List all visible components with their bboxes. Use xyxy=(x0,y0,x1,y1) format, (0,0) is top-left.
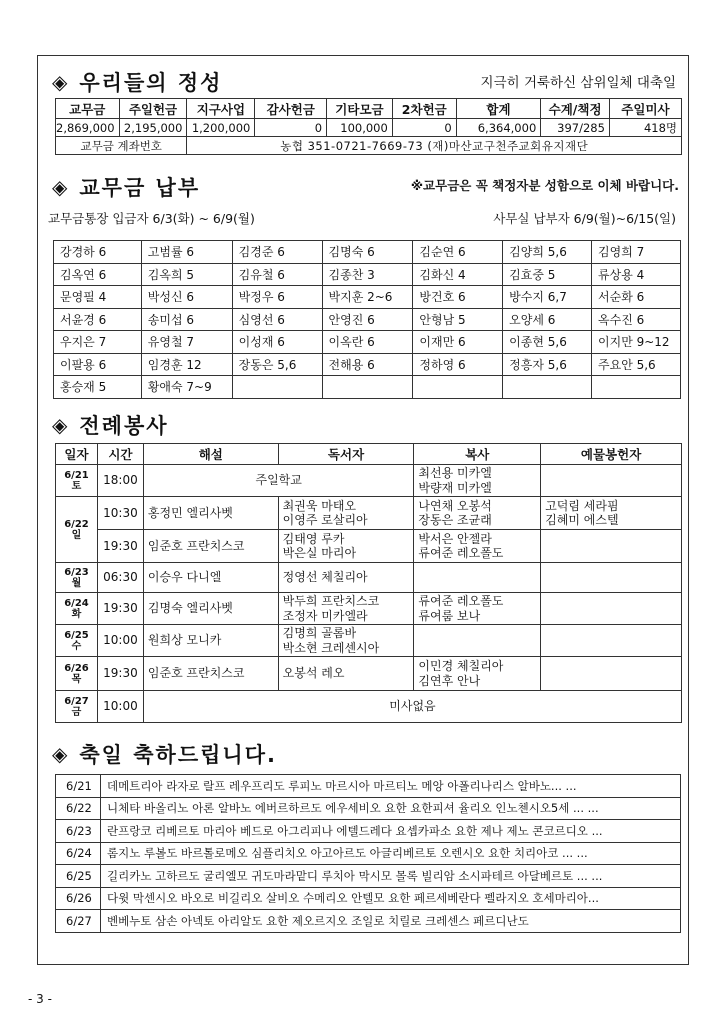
payer-cell: 류상용 4 xyxy=(592,263,681,286)
weekday-label: 토 xyxy=(71,480,82,492)
payer-cell: 김종찬 3 xyxy=(322,263,413,286)
payer-cell: 서순화 6 xyxy=(592,286,681,309)
payer-cell: 강경하 6 xyxy=(54,241,142,264)
date-label: 6/23 xyxy=(64,566,89,578)
col-header: 기타모금 xyxy=(327,99,393,119)
account-label: 교무금 계좌번호 xyxy=(56,137,187,155)
payer-cell: 안영진 6 xyxy=(322,308,413,331)
liturgy-row xyxy=(56,563,682,593)
server-cell xyxy=(414,657,541,691)
offering-header-row xyxy=(56,99,682,119)
page-number: - 3 - xyxy=(28,992,52,1006)
payer-cell: 정하영 6 xyxy=(413,353,503,376)
payer-row xyxy=(54,353,681,376)
payer-row xyxy=(54,331,681,354)
offering-section-title: 우리들의 정성 xyxy=(79,71,223,95)
server-cell xyxy=(414,530,541,563)
feast-names: 니체타 바올리노 아론 알바노 에버르하르도 에우세비오 요한 요한피셔 율리오 인노첸시오5세 ... ... xyxy=(101,797,681,820)
value-cell: 6,364,000 xyxy=(456,119,541,137)
payer-cell: 김옥연 6 xyxy=(54,263,142,286)
reader-cell: 오봉석 레오 xyxy=(278,657,414,691)
weekday-label: 화 xyxy=(71,608,82,620)
liturgy-row xyxy=(56,497,682,530)
payer-cell: 이종현 5,6 xyxy=(503,331,592,354)
payer-cell: 유영철 7 xyxy=(141,331,232,354)
diamond-bullet-icon: ◈ xyxy=(52,413,68,437)
payer-cell: 김순연 6 xyxy=(413,241,503,264)
office-payment-period: 사무실 납부자 6/9(월)~6/15(일) xyxy=(493,211,676,226)
weekday-label: 목 xyxy=(71,673,82,685)
liturgy-row xyxy=(56,593,682,625)
payer-cell: 홍승재 5 xyxy=(54,376,142,399)
payer-cell: 황애숙 7~9 xyxy=(141,376,232,399)
time-cell: 19:30 xyxy=(97,593,143,625)
gift-cell xyxy=(541,563,682,593)
payer-row xyxy=(54,376,681,399)
weekday-label: 금 xyxy=(71,706,82,718)
col-header: 2차헌금 xyxy=(392,99,456,119)
reader-name: 박소현 크레센시아 xyxy=(282,640,380,655)
feast-row xyxy=(56,797,681,820)
server-name: 김연후 안나 xyxy=(418,673,481,688)
payer-cell: 문영필 4 xyxy=(54,286,142,309)
value-cell: 0 xyxy=(255,119,327,137)
gift-cell xyxy=(541,593,682,625)
payer-cell: 서윤경 6 xyxy=(54,308,142,331)
dues-payer-table xyxy=(53,240,681,399)
feast-date: 6/23 xyxy=(56,820,101,843)
col-header: 지구사업 xyxy=(187,99,255,119)
payer-cell: 박성신 6 xyxy=(141,286,232,309)
date-cell xyxy=(56,563,98,593)
liturgy-row xyxy=(56,691,682,723)
value-cell: 0 xyxy=(392,119,456,137)
payer-row xyxy=(54,241,681,264)
server-cell xyxy=(414,497,541,530)
feast-date: 6/21 xyxy=(56,775,101,798)
feast-date: 6/25 xyxy=(56,865,101,888)
reader-name: 김태영 루카 xyxy=(282,531,345,546)
server-name: 류여준 레오폴도 xyxy=(418,546,504,560)
col-header: 복사 xyxy=(414,444,541,465)
commentator-cell: 임준호 프란치스코 xyxy=(143,530,278,563)
reader-cell xyxy=(278,497,414,530)
time-cell: 06:30 xyxy=(97,563,143,593)
payer-cell: 옥수진 6 xyxy=(592,308,681,331)
account-row xyxy=(56,137,682,155)
commentator-cell: 원희상 모니카 xyxy=(143,625,278,657)
reader-name: 김명희 골롬바 xyxy=(282,626,357,641)
server-name: 이민경 체칠리아 xyxy=(418,659,504,674)
col-header: 감사헌금 xyxy=(255,99,327,119)
server-name: 류여룸 보나 xyxy=(418,608,481,623)
gift-cell xyxy=(541,465,682,497)
feast-names: 롬지노 루볼도 바르톨로메오 심플리치오 아고아르도 아글리베르토 오렌시오 요한 치리아코 ... ... xyxy=(101,842,681,865)
payer-cell: 김경준 6 xyxy=(232,241,322,264)
merged-cell: 주일학교 xyxy=(143,465,414,497)
gift-cell xyxy=(541,497,682,530)
offering-table xyxy=(55,98,682,155)
feast-section-title: 축일 축하드립니다. xyxy=(79,743,277,767)
value-cell: 100,000 xyxy=(327,119,393,137)
time-cell: 18:00 xyxy=(97,465,143,497)
payer-cell: 방수지 6,7 xyxy=(503,286,592,309)
dues-section-header xyxy=(52,172,200,202)
payer-cell: 주요안 5,6 xyxy=(592,353,681,376)
feast-row xyxy=(56,887,681,910)
date-label: 6/25 xyxy=(64,629,89,641)
reader-cell: 정영선 체칠리아 xyxy=(278,563,414,593)
payer-cell xyxy=(232,376,322,399)
offering-section-header xyxy=(52,67,222,97)
payer-cell: 정흥자 5,6 xyxy=(503,353,592,376)
liturgy-row xyxy=(56,465,682,497)
server-name: 류여준 레오폴도 xyxy=(418,594,504,609)
col-header: 주일헌금 xyxy=(119,99,187,119)
payer-cell: 김옥희 5 xyxy=(141,263,232,286)
feast-date: 6/26 xyxy=(56,887,101,910)
payer-cell: 우지은 7 xyxy=(54,331,142,354)
value-cell: 418명 xyxy=(609,119,681,137)
diamond-bullet-icon: ◈ xyxy=(52,742,68,766)
liturgy-row xyxy=(56,625,682,657)
feast-date: 6/24 xyxy=(56,842,101,865)
payer-cell: 전해용 6 xyxy=(322,353,413,376)
time-cell: 19:30 xyxy=(97,657,143,691)
feast-subtitle: 지극히 거룩하신 삼위일체 대축일 xyxy=(480,75,676,91)
feast-date: 6/22 xyxy=(56,797,101,820)
payer-cell: 안형남 5 xyxy=(413,308,503,331)
server-cell xyxy=(414,465,541,497)
reader-cell xyxy=(278,530,414,563)
gift-cell xyxy=(541,657,682,691)
server-cell xyxy=(414,593,541,625)
value-cell: 397/285 xyxy=(541,119,610,137)
payer-cell: 박정우 6 xyxy=(232,286,322,309)
col-header: 합계 xyxy=(456,99,541,119)
date-label: 6/27 xyxy=(64,695,89,707)
payer-cell: 고범률 6 xyxy=(141,241,232,264)
dues-section-title: 교무금 납부 xyxy=(79,176,201,200)
server-name: 장동은 조균래 xyxy=(418,513,492,527)
payer-cell: 송미섭 6 xyxy=(141,308,232,331)
server-name: 박량재 미카엘 xyxy=(418,480,492,495)
date-label: 6/21 xyxy=(64,469,89,481)
feast-names: 란프랑코 리베르토 마리아 베드로 아그리피나 에텔드레다 요셉카파소 요한 제나 제노 콘코르디오 ... xyxy=(101,820,681,843)
payer-cell: 김영희 7 xyxy=(592,241,681,264)
liturgy-header-row xyxy=(56,444,682,465)
payer-cell xyxy=(322,376,413,399)
payer-cell: 심영선 6 xyxy=(232,308,322,331)
feast-day-table xyxy=(55,774,681,933)
payer-cell: 장동은 5,6 xyxy=(232,353,322,376)
bank-deposit-period: 교무금통장 입금자 6/3(화) ~ 6/9(월) xyxy=(48,211,255,226)
server-name: 최선용 미카엘 xyxy=(418,466,492,481)
reader-name: 최권욱 마태오 xyxy=(282,498,357,513)
date-cell xyxy=(56,497,98,563)
payer-cell: 김화신 4 xyxy=(413,263,503,286)
col-header: 일자 xyxy=(56,444,98,465)
diamond-bullet-icon: ◈ xyxy=(52,175,68,199)
liturgy-row xyxy=(56,657,682,691)
feast-date: 6/27 xyxy=(56,910,101,933)
payer-cell: 방건호 6 xyxy=(413,286,503,309)
payer-cell: 김양희 5,6 xyxy=(503,241,592,264)
liturgy-table xyxy=(55,443,682,723)
account-value: 농협 351-0721-7669-73 (재)마산교구천주교회유지재단 xyxy=(187,137,682,155)
col-header: 주일미사 xyxy=(609,99,681,119)
col-header: 예물봉헌자 xyxy=(541,444,682,465)
commentator-cell: 김명숙 엘리사벳 xyxy=(143,593,278,625)
liturgy-section-header xyxy=(52,410,169,440)
payer-cell: 이옥란 6 xyxy=(322,331,413,354)
feast-names: 벤베누토 삼손 아넥토 아리알도 요한 제오르지오 조일로 치릴로 크레센스 페르디난도 xyxy=(101,910,681,933)
payer-cell: 오양세 6 xyxy=(503,308,592,331)
payer-row xyxy=(54,263,681,286)
value-cell: 2,195,000 xyxy=(119,119,187,137)
payer-cell: 임경훈 12 xyxy=(141,353,232,376)
payer-cell: 이성재 6 xyxy=(232,331,322,354)
diamond-bullet-icon: ◈ xyxy=(52,70,68,94)
commentator-cell: 이승우 다니엘 xyxy=(143,563,278,593)
payer-cell: 박지훈 2~6 xyxy=(322,286,413,309)
feast-row xyxy=(56,775,681,798)
time-cell: 10:00 xyxy=(97,625,143,657)
server-name: 박서은 안젤라 xyxy=(418,531,492,546)
liturgy-section-title: 전례봉사 xyxy=(79,414,169,438)
reader-name: 박은실 마리아 xyxy=(282,546,357,560)
time-cell: 10:30 xyxy=(97,497,143,530)
payer-row xyxy=(54,308,681,331)
col-header: 시간 xyxy=(97,444,143,465)
payer-cell: 이지만 9~12 xyxy=(592,331,681,354)
payer-cell: 이팔용 6 xyxy=(54,353,142,376)
feast-names: 다윗 막센시오 바오로 비길리오 살비오 수메리오 안텔모 요한 페르세베란다 펠라지오 호세마리아... xyxy=(101,887,681,910)
date-label: 6/22 xyxy=(64,518,89,530)
commentator-cell: 홍정민 엘리사벳 xyxy=(143,497,278,530)
reader-name: 박두희 프란치스코 xyxy=(282,594,380,609)
merged-cell: 미사없음 xyxy=(143,691,681,723)
value-cell: 2,869,000 xyxy=(56,119,120,137)
feast-row xyxy=(56,865,681,888)
payer-cell xyxy=(503,376,592,399)
offering-value-row xyxy=(56,119,682,137)
payer-cell: 김유철 6 xyxy=(232,263,322,286)
feast-names: 길리카노 고하르도 굴리엘모 귀도마라맡디 루치아 막시모 몰록 빌리암 소시파테르 아달베르토 ... ... xyxy=(101,865,681,888)
weekday-label: 월 xyxy=(71,577,82,589)
reader-cell xyxy=(278,625,414,657)
server-cell xyxy=(414,625,541,657)
time-cell: 10:00 xyxy=(97,691,143,723)
gift-cell xyxy=(541,625,682,657)
weekday-label: 수 xyxy=(71,640,82,652)
weekday-label: 일 xyxy=(71,529,82,541)
col-header: 수계/책정 xyxy=(541,99,610,119)
date-label: 6/26 xyxy=(64,662,89,674)
feast-row xyxy=(56,820,681,843)
payer-cell xyxy=(592,376,681,399)
liturgy-row xyxy=(56,530,682,563)
feast-row xyxy=(56,842,681,865)
gift-cell xyxy=(541,530,682,563)
date-cell xyxy=(56,691,98,723)
time-cell: 19:30 xyxy=(97,530,143,563)
feast-row xyxy=(56,910,681,933)
server-name: 나연채 오봉석 xyxy=(418,498,492,513)
date-cell xyxy=(56,593,98,625)
date-cell xyxy=(56,465,98,497)
reader-name: 이영주 로살리아 xyxy=(282,513,368,527)
payer-cell: 김효중 5 xyxy=(503,263,592,286)
gift-name: 김혜미 에스텔 xyxy=(545,513,619,527)
feast-names: 데메트리아 라자로 랄프 레우프리도 루피노 마르시아 마르티노 메앙 아폴리나리스 알바노... ... xyxy=(101,775,681,798)
value-cell: 1,200,000 xyxy=(187,119,255,137)
payer-row xyxy=(54,286,681,309)
col-header: 독서자 xyxy=(278,444,414,465)
payer-cell xyxy=(413,376,503,399)
col-header: 해설 xyxy=(143,444,278,465)
commentator-cell: 임준호 프란치스코 xyxy=(143,657,278,691)
dues-notice: ※교무금은 꼭 책정자분 성함으로 이체 바랍니다. xyxy=(410,178,679,193)
payer-cell: 이재만 6 xyxy=(413,331,503,354)
payer-cell: 김명숙 6 xyxy=(322,241,413,264)
reader-name: 조정자 미카엘라 xyxy=(282,608,368,623)
date-cell xyxy=(56,657,98,691)
feast-section-header xyxy=(52,739,277,769)
gift-name: 고덕림 세라핌 xyxy=(545,498,619,513)
date-cell xyxy=(56,625,98,657)
server-cell xyxy=(414,563,541,593)
reader-cell xyxy=(278,593,414,625)
date-label: 6/24 xyxy=(64,597,89,609)
col-header: 교무금 xyxy=(56,99,120,119)
